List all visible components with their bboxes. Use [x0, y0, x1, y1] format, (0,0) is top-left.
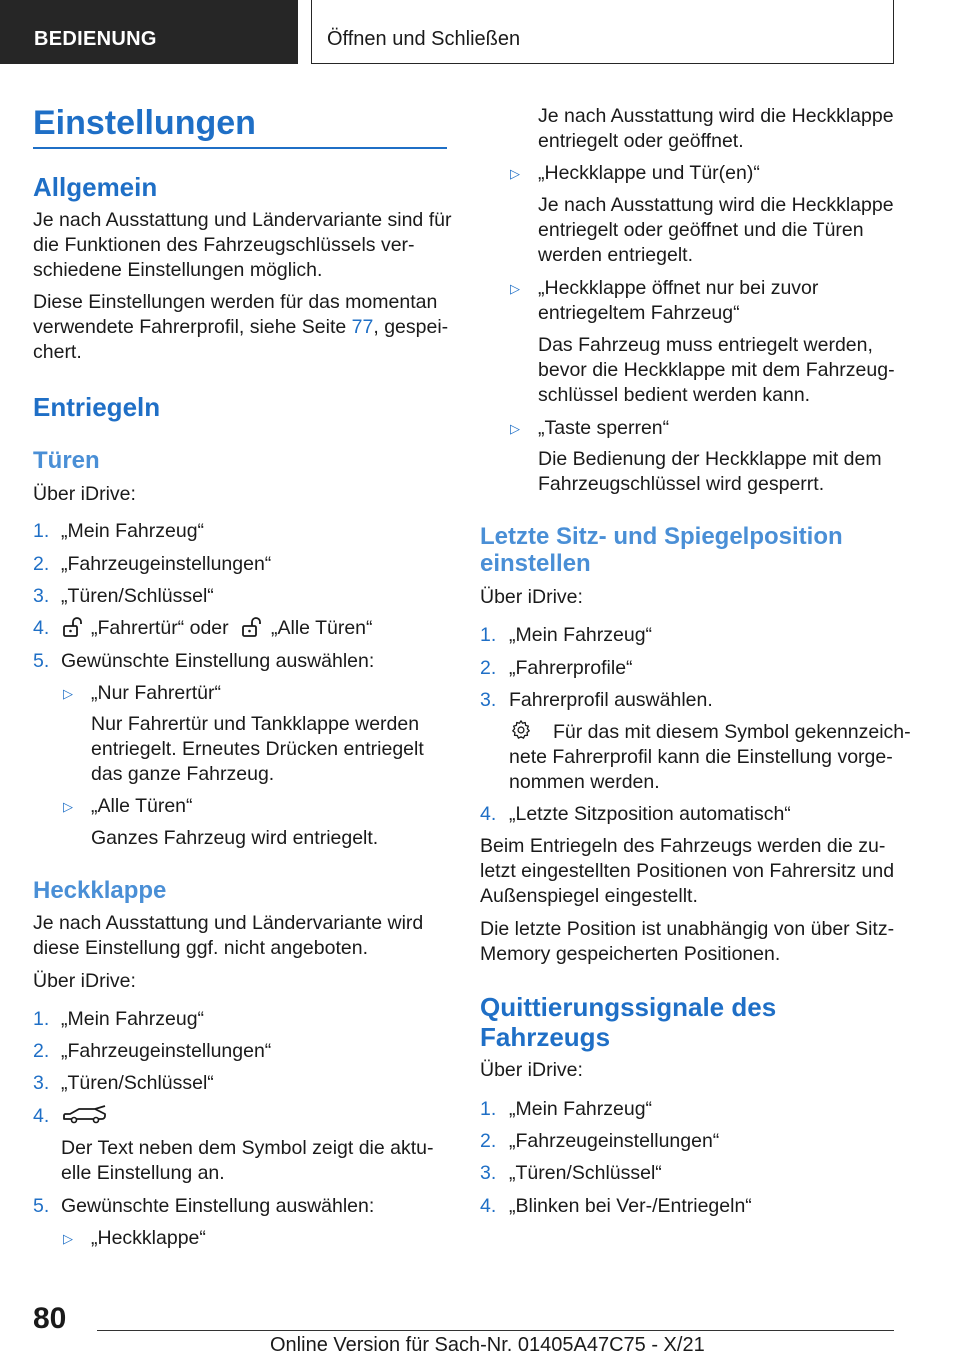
step-text: „Alle Türen“	[271, 617, 373, 639]
note-text: Für das mit diesem Symbol gekennzeich-	[553, 721, 911, 743]
option-desc: Das Fahrzeug muss entriegelt werden,	[538, 334, 873, 356]
step-number: 1.	[480, 624, 497, 646]
step-text: „Mein Fahrzeug“	[61, 1008, 205, 1030]
intro-text: Über iDrive:	[33, 970, 136, 992]
paragraph-line: Memory gespeicherten Positionen.	[480, 943, 781, 965]
option-desc: Fahrzeugschlüssel wird gesperrt.	[538, 473, 825, 495]
text-span: , gespei-	[373, 316, 449, 338]
unlock-icon	[61, 615, 85, 639]
step-text: „Mein Fahrzeug“	[509, 1098, 653, 1120]
unlock-icon	[240, 615, 264, 639]
step-text: „Letzte Sitzposition automatisch“	[509, 803, 791, 825]
paragraph-line: Die letzte Position ist unabhängig von über Sitz-	[480, 918, 895, 940]
step-number: 3.	[480, 689, 497, 711]
intro-text: Über iDrive:	[480, 1059, 583, 1081]
triangle-bullet-icon: ▷	[510, 166, 520, 181]
option-label: „Nur Fahrertür“	[91, 682, 222, 704]
paragraph-line: diese Einstellung ggf. nicht angeboten.	[33, 937, 368, 959]
step-number: 4.	[480, 803, 497, 825]
step-text: „Fahrertür“ oder	[91, 617, 229, 639]
option-desc: schlüssel bedient werden kann.	[538, 384, 811, 406]
step-text: „Fahrzeugeinstellungen“	[61, 553, 272, 575]
step-text: Fahrerprofil auswählen.	[509, 689, 713, 711]
step-number: 5.	[33, 1195, 50, 1217]
section-tab	[0, 0, 298, 64]
text-span: verwendete Fahrerprofil, siehe Seite	[33, 316, 352, 338]
option-desc: werden entriegelt.	[538, 244, 694, 266]
step-text: „Mein Fahrzeug“	[509, 624, 653, 646]
note-text: nete Fahrerprofil kann die Einstellung vorge-	[509, 746, 893, 768]
step-number: 2.	[33, 1040, 50, 1062]
footer-rule	[97, 1330, 894, 1331]
option-desc: Nur Fahrertür und Tankklappe werden	[91, 713, 420, 735]
intro-text: Über iDrive:	[33, 483, 136, 505]
intro-text: Über iDrive:	[480, 586, 583, 608]
step-number: 4.	[33, 1105, 50, 1127]
triangle-bullet-icon: ▷	[63, 799, 73, 814]
paragraph-line: chert.	[33, 341, 82, 363]
step-desc: elle Einstellung an.	[61, 1162, 225, 1184]
footer-text: Online Version für Sach-Nr. 01405A47C75 - X/21	[270, 1334, 705, 1356]
option-label: „Taste sperren“	[538, 417, 670, 439]
step-text: „Fahrzeugeinstellungen“	[509, 1130, 720, 1152]
step-number: 4.	[33, 617, 50, 639]
triangle-bullet-icon: ▷	[63, 686, 73, 701]
chapter-label: Öffnen und Schließen	[327, 28, 521, 50]
option-desc: Ganzes Fahrzeug wird entriegelt.	[91, 827, 379, 849]
page-title: Einstellungen	[33, 104, 256, 142]
step-number: 1.	[33, 520, 50, 542]
option-label: „Heckklappe und Tür(en)“	[538, 162, 760, 184]
heading-sitzposition: Letzte Sitz- und Spiegelposition	[480, 523, 843, 550]
option-desc: das ganze Fahrzeug.	[91, 763, 275, 785]
triangle-bullet-icon: ▷	[510, 421, 520, 436]
paragraph-line: Je nach Ausstattung und Ländervariante sind für	[33, 209, 452, 231]
step-number: 2.	[480, 657, 497, 679]
step-number: 5.	[33, 650, 50, 672]
paragraph-line: Außenspiegel eingestellt.	[480, 885, 698, 907]
paragraph-line: Diese Einstellungen werden für das momentan	[33, 291, 438, 313]
option-desc: bevor die Heckklappe mit dem Fahrzeug-	[538, 359, 895, 381]
step-text: „Fahrzeugeinstellungen“	[61, 1040, 272, 1062]
page-reference-link[interactable]: 77	[351, 316, 374, 338]
step-text: „Türen/Schlüssel“	[61, 585, 214, 607]
step-number: 1.	[33, 1008, 50, 1030]
step-text: „Fahrerprofile“	[509, 657, 633, 679]
heading-heckklappe: Heckklappe	[33, 877, 167, 904]
triangle-bullet-icon: ▷	[510, 281, 520, 296]
heading-sitzposition: einstellen	[480, 550, 591, 577]
step-number: 2.	[480, 1130, 497, 1152]
step-text: „Türen/Schlüssel“	[61, 1072, 214, 1094]
paragraph-line: letzt eingestellten Positionen von Fahrersitz und	[480, 860, 895, 882]
note-text: nommen werden.	[509, 771, 660, 793]
step-number: 4.	[480, 1195, 497, 1217]
gear-icon	[510, 719, 532, 741]
step-desc: Der Text neben dem Symbol zeigt die aktu-	[61, 1137, 434, 1159]
heading-tueren: Türen	[33, 447, 100, 474]
paragraph-line: Je nach Ausstattung und Ländervariante wird	[33, 912, 424, 934]
step-number: 1.	[480, 1098, 497, 1120]
option-label: „Heckklappe“	[91, 1227, 206, 1249]
step-number: 3.	[33, 585, 50, 607]
option-label: „Heckklappe öffnet nur bei zuvor	[538, 277, 819, 299]
option-desc: entriegelt oder geöffnet und die Türen	[538, 219, 864, 241]
step-text: Gewünschte Einstellung auswählen:	[61, 650, 375, 672]
option-desc: entriegelt. Erneutes Drücken entriegelt	[91, 738, 424, 760]
option-desc: Je nach Ausstattung wird die Heckklappe	[538, 105, 894, 127]
heading-allgemein: Allgemein	[33, 172, 158, 202]
heading-quittierung: Quittierungssignale des	[480, 992, 777, 1022]
heading-quittierung: Fahrzeugs	[480, 1022, 611, 1052]
step-number: 3.	[480, 1162, 497, 1184]
chapter-tab	[311, 0, 894, 64]
paragraph-line: Beim Entriegeln des Fahrzeugs werden die zu-	[480, 835, 886, 857]
page-number: 80	[33, 1302, 67, 1335]
triangle-bullet-icon: ▷	[63, 1231, 73, 1246]
car-tailgate-icon	[61, 1102, 109, 1126]
heading-entriegeln: Entriegeln	[33, 392, 161, 422]
step-text: „Türen/Schlüssel“	[509, 1162, 662, 1184]
option-label: „Alle Türen“	[91, 795, 193, 817]
section-label: BEDIENUNG	[34, 28, 157, 50]
step-text: „Mein Fahrzeug“	[61, 520, 205, 542]
paragraph-line	[33, 315, 448, 340]
option-desc: entriegelt oder geöffnet.	[538, 130, 744, 152]
paragraph-line: schiedene Einstellungen möglich.	[33, 259, 323, 281]
option-label: entriegeltem Fahrzeug“	[538, 302, 740, 324]
option-desc: Die Bedienung der Heckklappe mit dem	[538, 448, 882, 470]
step-text: Gewünschte Einstellung auswählen:	[61, 1195, 375, 1217]
step-number: 3.	[33, 1072, 50, 1094]
paragraph-line: die Funktionen des Fahrzeugschlüssels ver-	[33, 234, 415, 256]
step-text: „Blinken bei Ver-/Entriegeln“	[509, 1195, 752, 1217]
option-desc: Je nach Ausstattung wird die Heckklappe	[538, 194, 894, 216]
title-rule	[33, 147, 447, 149]
step-number: 2.	[33, 553, 50, 575]
